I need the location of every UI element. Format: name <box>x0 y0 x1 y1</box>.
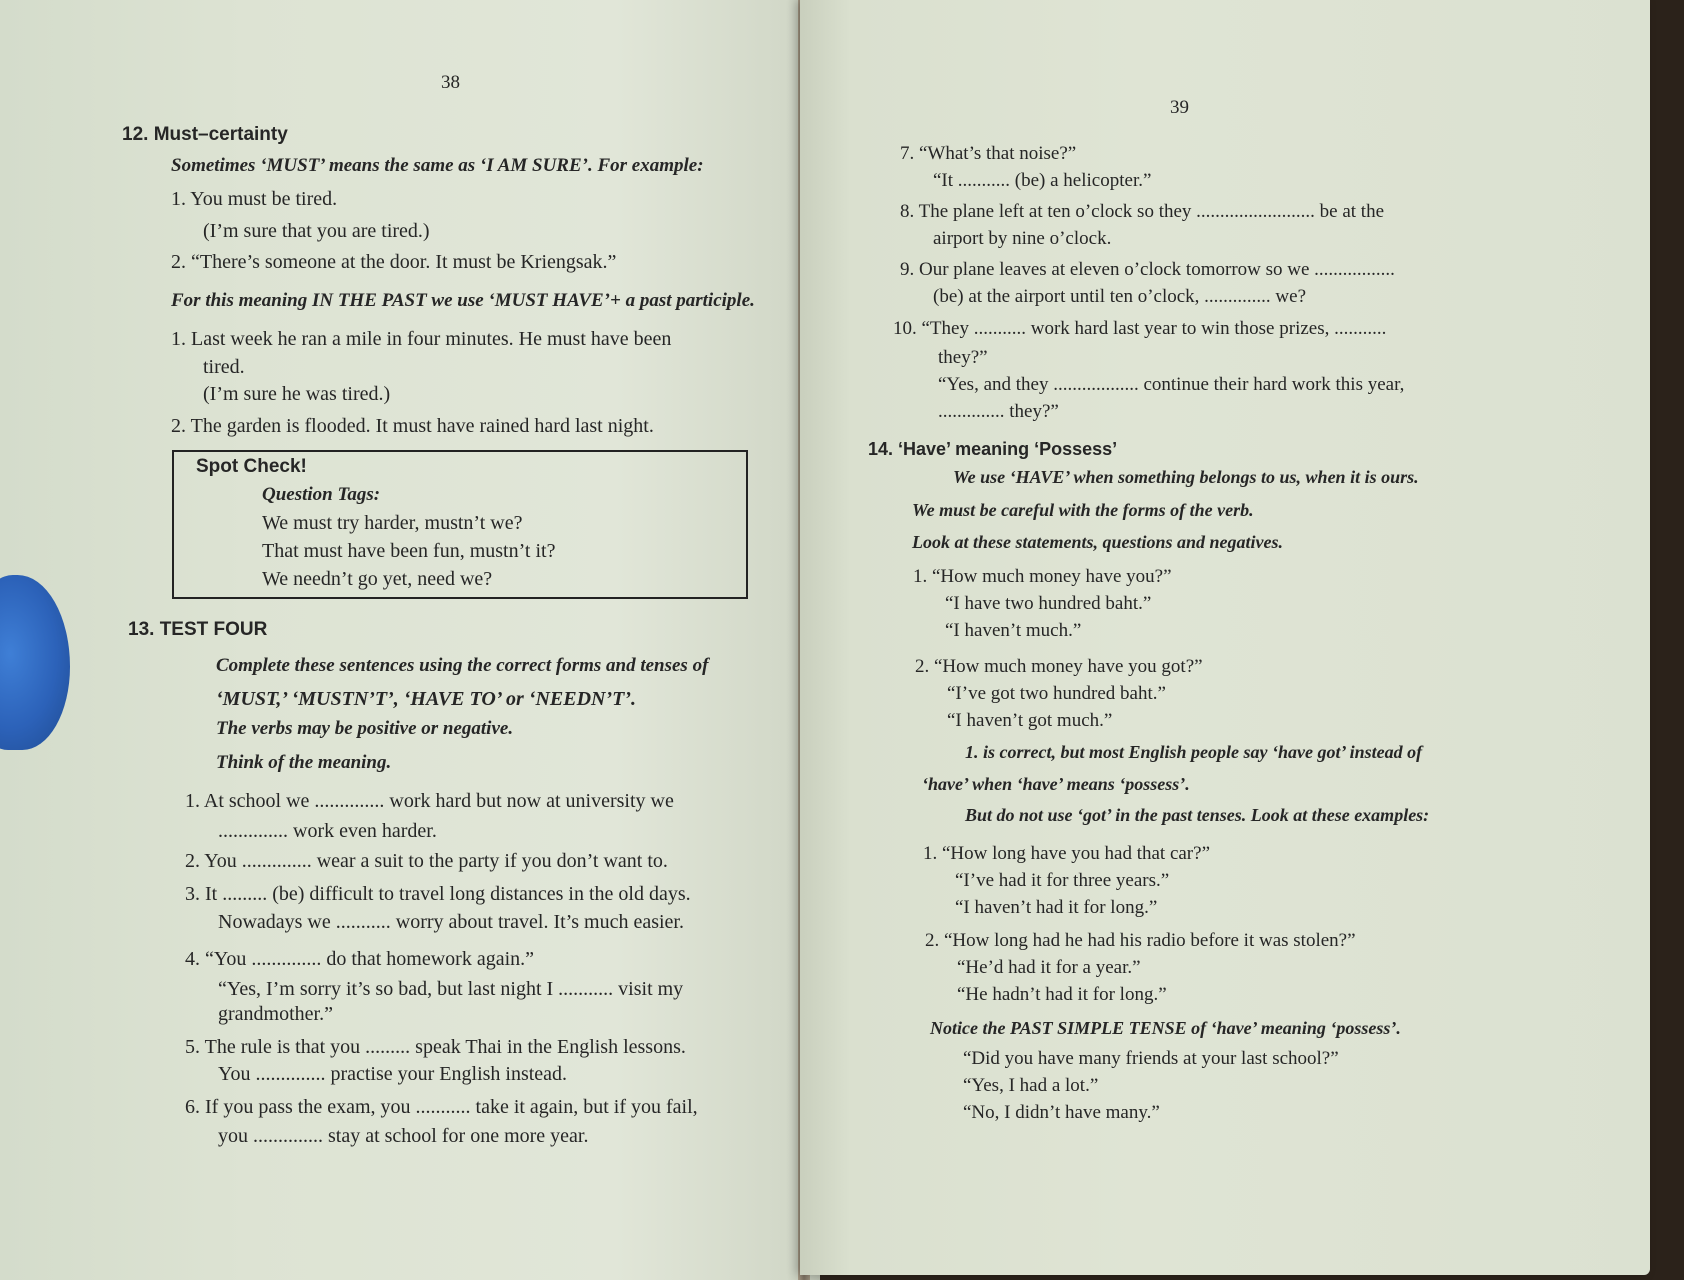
question-3-line-1: 3. It ......... (be) difficult to travel long distances in the old days. <box>185 883 691 905</box>
page-number-39: 39 <box>1170 97 1189 118</box>
section-14-intro-2: We must be careful with the forms of the verb. <box>912 500 1254 520</box>
past-example-2: 2. The garden is flooded. It must have rained hard last night. <box>171 415 654 437</box>
page-number-38: 38 <box>441 72 460 93</box>
question-4-line-2: “Yes, I’m sorry it’s so bad, but last night I ........... visit my <box>218 978 684 1000</box>
example-c-line-3: “I haven’t had it for long.” <box>955 897 1158 918</box>
spot-check-line-3: We needn’t go yet, need we? <box>262 568 493 590</box>
note-line-2: ‘have’ when ‘have’ means ‘possess’. <box>922 774 1190 794</box>
blue-cloth <box>0 575 70 750</box>
section-12-heading: 12. Must–certainty <box>122 124 288 145</box>
example-d-line-2: “He’d had it for a year.” <box>957 957 1141 978</box>
example-a-line-2: “I have two hundred baht.” <box>945 593 1152 614</box>
example-d-line-1: 2. “How long had he had his radio before it was stolen?” <box>925 930 1356 951</box>
question-4-line-3: grandmother.” <box>218 1003 333 1025</box>
example-b-line-3: “I haven’t got much.” <box>947 710 1113 731</box>
question-1-line-1: 1. At school we .............. work hard but now at university we <box>185 790 674 812</box>
question-7-line-1: 7. “What’s that noise?” <box>900 143 1077 164</box>
past-example-1-cont: tired. <box>203 356 245 378</box>
example-a-line-3: “I haven’t much.” <box>945 620 1082 641</box>
example-c-line-1: 1. “How long have you had that car?” <box>923 843 1211 864</box>
example-b-line-1: 2. “How much money have you got?” <box>915 656 1203 677</box>
section-14-intro-3: Look at these statements, questions and negatives. <box>912 532 1284 552</box>
right-page <box>800 0 1650 1275</box>
spot-check-subtitle: Question Tags: <box>262 484 381 505</box>
question-6-line-2: you .............. stay at school for one more year. <box>218 1125 589 1147</box>
example-e-line-2: “Yes, I had a lot.” <box>963 1075 1099 1096</box>
past-rule: For this meaning IN THE PAST we use ‘MUST HAVE’+ a past participle. <box>171 290 755 311</box>
question-7-line-2: “It ........... (be) a helicopter.” <box>933 170 1152 191</box>
question-9-line-1: 9. Our plane leaves at eleven o’clock tomorrow so we ................. <box>900 259 1395 280</box>
example-2: 2. “There’s someone at the door. It must be Kriengsak.” <box>171 251 617 273</box>
section-13-instruction-4: Think of the meaning. <box>216 752 392 773</box>
example-e-line-1: “Did you have many friends at your last school?” <box>963 1048 1339 1069</box>
example-1-note: (I’m sure that you are tired.) <box>203 220 430 242</box>
question-10-line-1: 10. “They ........... work hard last year to win those prizes, ........... <box>893 318 1387 339</box>
question-3-line-2: Nowadays we ........... worry about travel. It’s much easier. <box>218 911 684 933</box>
question-6-line-1: 6. If you pass the exam, you ........... take it again, but if you fail, <box>185 1096 698 1118</box>
notice-line: Notice the PAST SIMPLE TENSE of ‘have’ meaning ‘possess’. <box>930 1018 1401 1038</box>
question-8-line-1: 8. The plane left at ten o’clock so they ......................... be at the <box>900 201 1385 222</box>
example-1: 1. You must be tired. <box>171 188 338 210</box>
example-a-line-1: 1. “How much money have you?” <box>913 566 1172 587</box>
spot-check-title: Spot Check! <box>196 456 307 477</box>
spot-check-line-2: That must have been fun, mustn’t it? <box>262 540 556 562</box>
question-10-line-4: .............. they?” <box>938 401 1059 422</box>
question-1-line-2: .............. work even harder. <box>218 820 437 842</box>
section-13-instruction-2: ‘MUST,’ ‘MUSTN’T’, ‘HAVE TO’ or ‘NEEDN’T’. <box>216 688 636 710</box>
question-4-line-1: 4. “You .............. do that homework again.” <box>185 948 535 970</box>
past-example-1: 1. Last week he ran a mile in four minutes. He must have been <box>171 328 672 350</box>
question-10-line-3: “Yes, and they .................. continue their hard work this year, <box>938 374 1405 395</box>
question-5-line-2: You .............. practise your English instead. <box>218 1063 568 1085</box>
example-c-line-2: “I’ve had it for three years.” <box>955 870 1170 891</box>
note-line-3: But do not use ‘got’ in the past tenses. Look at these examples: <box>965 805 1430 825</box>
question-5-line-1: 5. The rule is that you ......... speak Thai in the English lessons. <box>185 1036 686 1058</box>
left-page <box>0 0 820 1280</box>
section-13-instruction-1: Complete these sentences using the correct forms and tenses of <box>216 655 709 676</box>
question-10-line-2: they?” <box>938 347 988 368</box>
example-b-line-2: “I’ve got two hundred baht.” <box>947 683 1166 704</box>
example-d-line-3: “He hadn’t had it for long.” <box>957 984 1167 1005</box>
question-8-line-2: airport by nine o’clock. <box>933 228 1112 249</box>
question-2: 2. You .............. wear a suit to the party if you don’t want to. <box>185 850 668 872</box>
section-14-heading: 14. ‘Have’ meaning ‘Possess’ <box>868 439 1118 459</box>
section-13-heading: 13. TEST FOUR <box>128 619 268 640</box>
section-12-intro: Sometimes ‘MUST’ means the same as ‘I AM SURE’. For example: <box>171 155 704 176</box>
section-13-instruction-3: The verbs may be positive or negative. <box>216 718 514 739</box>
section-14-intro-1: We use ‘HAVE’ when something belongs to us, when it is ours. <box>953 467 1419 487</box>
example-e-line-3: “No, I didn’t have many.” <box>963 1102 1160 1123</box>
past-example-1-note: (I’m sure he was tired.) <box>203 383 391 405</box>
note-line-1: 1. is correct, but most English people say ‘have got’ instead of <box>965 742 1423 762</box>
question-9-line-2: (be) at the airport until ten o’clock, .............. we? <box>933 286 1307 307</box>
spot-check-line-1: We must try harder, mustn’t we? <box>262 512 523 534</box>
